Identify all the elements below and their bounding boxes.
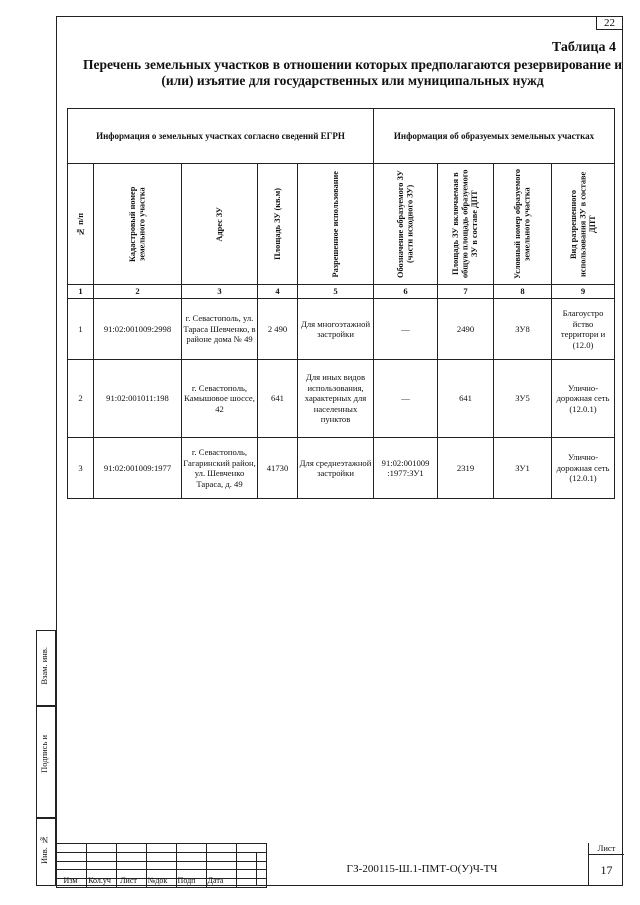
- side-box-inv: [36, 818, 56, 886]
- col-header: Площадь ЗУ включаемая в общую площадь образуемого ЗУ в составе ДПТ: [438, 164, 494, 285]
- side-label: Подпись и: [39, 735, 49, 773]
- col-number: 9: [552, 285, 615, 299]
- col-header: Разрешенное использование: [298, 164, 374, 285]
- table-cell: Улично-дорожная сеть (12.0.1): [552, 360, 615, 438]
- sheet-number: 17: [600, 863, 613, 877]
- group-header-egrn: Информация о земельных участках согласно сведений ЕГРН: [68, 109, 374, 164]
- stamp-label: Лист: [120, 876, 137, 885]
- col-number: 4: [258, 285, 298, 299]
- table-row: [68, 438, 615, 499]
- table-cell: 2490: [438, 299, 494, 360]
- table-title: Перечень земельных участков в отношении которых предполагаются резервирование и (или) изъятие для государственных или муниципальных нужд: [82, 57, 623, 88]
- col-header: Обозначение образуемого ЗУ (части исходного ЗУ): [374, 164, 438, 285]
- table-cell: 91:02:001011:198: [94, 360, 182, 438]
- page-corner-number: 22: [596, 16, 623, 30]
- table-cell: 3: [68, 438, 94, 499]
- table-cell: ЗУ1: [494, 438, 552, 499]
- title-block: [56, 843, 623, 886]
- table-cell: Для многоэтажной застройки: [298, 299, 374, 360]
- table-cell: Улично-дорожная сеть (12.0.1): [552, 438, 615, 499]
- table-cell: —: [374, 299, 438, 360]
- document-code: ГЗ-200115-Ш.1-ПМТ-О(У)Ч-ТЧ: [256, 853, 587, 886]
- table-cell: 641: [438, 360, 494, 438]
- col-number: 1: [68, 285, 94, 299]
- table-cell: г. Севастополь, ул. Тараса Шевченко, в районе дома № 49: [182, 299, 258, 360]
- table-row: [68, 360, 615, 438]
- table-cell: 91:02:001009 :1977:ЗУ1: [374, 438, 438, 499]
- table-cell: 91:02:001009:1977: [94, 438, 182, 499]
- col-number: 6: [374, 285, 438, 299]
- table-row: [68, 299, 615, 360]
- col-header: Кадастровый номер земельного участка: [94, 164, 182, 285]
- col-header: Условный номер образуемого земельного участка: [494, 164, 552, 285]
- side-box-vzam: [36, 630, 56, 706]
- table-cell: 2: [68, 360, 94, 438]
- table-cell: г. Севастополь, Камышовое шоссе, 42: [182, 360, 258, 438]
- stamp-label: №док: [147, 876, 168, 885]
- stamp-label: Изм: [63, 876, 78, 885]
- col-number: 5: [298, 285, 374, 299]
- stamp-label: Подп: [177, 876, 196, 885]
- table-cell: 1: [68, 299, 94, 360]
- side-label: Инв. №: [39, 835, 49, 864]
- stamp-label: Дата: [207, 876, 224, 885]
- stamp-label: Кол.уч: [88, 876, 111, 885]
- table-cell: Благоустро йство территори и (12.0): [552, 299, 615, 360]
- col-number: 3: [182, 285, 258, 299]
- col-number: 2: [94, 285, 182, 299]
- col-header: Площадь ЗУ (кв.м): [258, 164, 298, 285]
- sheet-box: [588, 843, 624, 886]
- col-number: 7: [438, 285, 494, 299]
- side-box-podpis: [36, 706, 56, 818]
- table-cell: 2 490: [258, 299, 298, 360]
- table-cell: Для иных видов использования, характерных для населенных пунктов: [298, 360, 374, 438]
- table-cell: —: [374, 360, 438, 438]
- table-cell: 91:02:001009:2998: [94, 299, 182, 360]
- sheet-label: Лист: [589, 843, 624, 855]
- table-cell: 641: [258, 360, 298, 438]
- col-header: № п/п: [68, 164, 94, 285]
- table-cell: г. Севастополь, Гагаринский район, ул. Шевченко Тараса, д. 49: [182, 438, 258, 499]
- land-plots-table: [67, 108, 615, 499]
- revision-labels: [56, 876, 230, 885]
- col-number: 8: [494, 285, 552, 299]
- table-cell: ЗУ8: [494, 299, 552, 360]
- col-header: Адрес ЗУ: [182, 164, 258, 285]
- table-cell: 2319: [438, 438, 494, 499]
- table-cell: Для среднеэтажной застройки: [298, 438, 374, 499]
- col-header: Вид разрешенного использования ЗУ в составе ДПТ: [552, 164, 615, 285]
- group-header-formed: Информация об образуемых земельных участках: [374, 109, 615, 164]
- table-number: Таблица 4: [551, 40, 616, 55]
- table-cell: ЗУ5: [494, 360, 552, 438]
- table-cell: 41730: [258, 438, 298, 499]
- side-label: Взам. инв.: [39, 647, 49, 685]
